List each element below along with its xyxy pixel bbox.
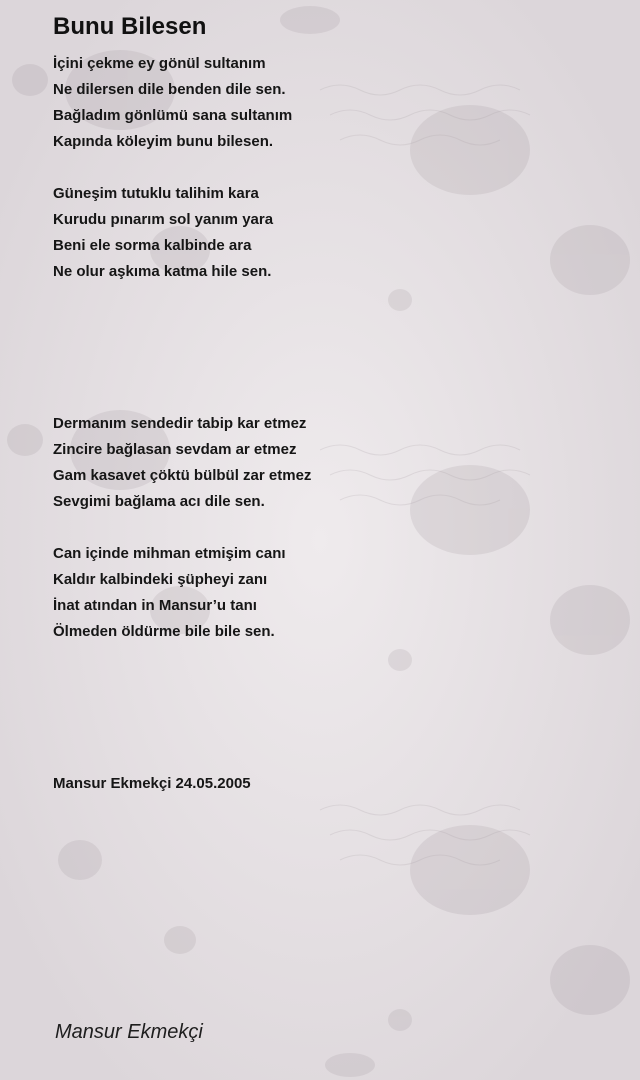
poem-signature: Mansur Ekmekçi 24.05.2005: [53, 775, 251, 792]
poem-line: Kurudu pınarım sol yanım yara: [53, 211, 274, 228]
stanza-4: [53, 541, 286, 645]
poem-line: Sevgimi bağlama acı dile sen.: [53, 493, 265, 510]
stanza-1: [53, 51, 292, 155]
poem-line: Ölmeden öldürme bile bile sen.: [53, 623, 275, 640]
poem-line: Ne dilersen dile benden dile sen.: [53, 81, 286, 98]
poem-line: Gam kasavet çöktü bülbül zar etmez: [53, 467, 312, 484]
poem-line: Zincire bağlasan sevdam ar etmez: [53, 441, 297, 458]
poem-line: Bağladım gönlümü sana sultanım: [53, 107, 293, 124]
poem-line: İnat atından in Mansur’u tanı: [53, 597, 257, 614]
poem-line: Güneşim tutuklu talihim kara: [53, 185, 259, 202]
poem-line: Can içinde mihman etmişim canı: [53, 545, 286, 562]
poem-line: Kapında köleyim bunu bilesen.: [53, 133, 274, 150]
poem-line: Kaldır kalbindeki şüpheyi zanı: [53, 571, 268, 588]
poem-line: Ne olur aşkıma katma hile sen.: [53, 263, 272, 280]
poem-title: Bunu Bilesen: [53, 13, 207, 40]
poem-line: İçini çekme ey gönül sultanım: [53, 55, 266, 72]
author-name: Mansur Ekmekçi: [55, 1021, 203, 1043]
poem-line: Dermanım sendedir tabip kar etmez: [53, 415, 307, 432]
stanza-2: [53, 181, 273, 285]
stanza-3: [53, 411, 311, 515]
poem-line: Beni ele sorma kalbinde ara: [53, 237, 252, 254]
